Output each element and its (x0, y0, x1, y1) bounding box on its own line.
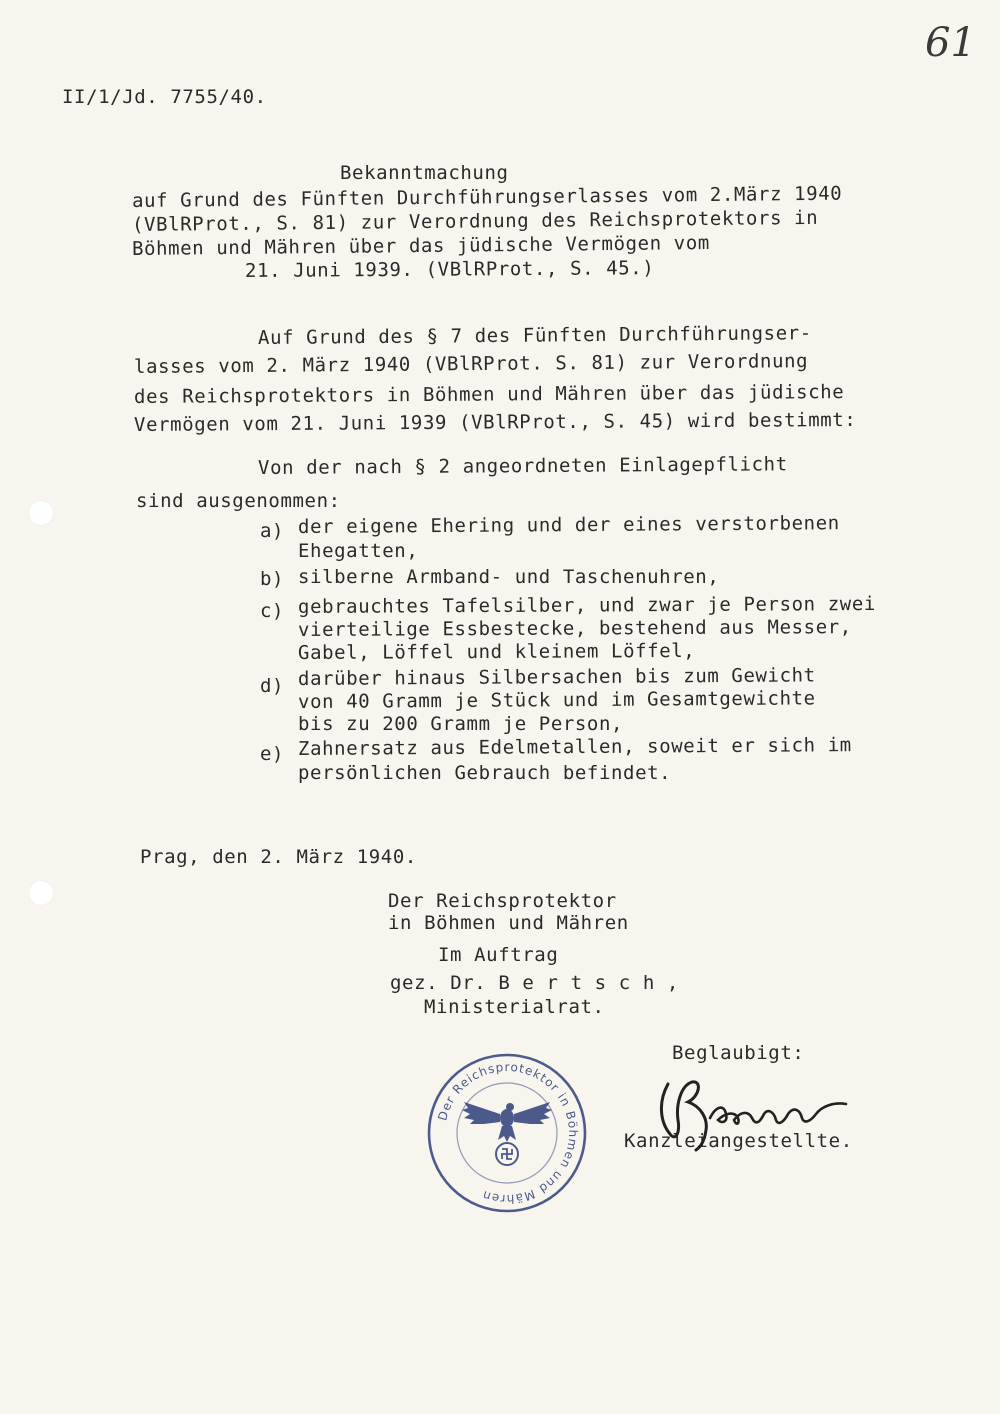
list-item-line: der eigene Ehering und der eines verstorbenen (297, 512, 840, 538)
official-seal-stamp (424, 1050, 590, 1216)
paragraph-line: lasses vom 2. März 1940 (VBlRProt. S. 81) zur Verordnung (133, 350, 809, 378)
signatory-title: Der Reichsprotektor (388, 890, 617, 912)
reference-number: II/1/Jd. 7755/40. (62, 86, 267, 108)
signatory-name: gez. Dr. B e r t s c h , (390, 972, 679, 994)
list-item-line: silberne Armband- und Taschenuhren, (298, 566, 720, 588)
heading-line: auf Grund des Fünften Durchführungserlasses vom 2.März 1940 (131, 182, 843, 212)
heading-line: Böhmen und Mähren über das jüdische Vermögen vom (131, 231, 710, 260)
list-marker: a) (260, 520, 285, 542)
handwritten-signature (650, 1062, 880, 1152)
punch-hole-top (28, 500, 54, 526)
signatory-mandate: Im Auftrag (438, 944, 559, 966)
list-item-line: Gabel, Löffel und kleinem Löffel, (297, 639, 696, 664)
punch-hole-bottom (28, 880, 54, 906)
signatory-title: in Böhmen und Mähren (388, 912, 629, 934)
list-item-line: Zahnersatz aus Edelmetallen, soweit er sich im (297, 734, 852, 760)
paragraph-line: Auf Grund des § 7 des Fünften Durchführungser- (257, 322, 812, 349)
list-item-line: bis zu 200 Gramm je Person, (298, 713, 624, 735)
list-marker: b) (260, 568, 285, 590)
list-item-line: gebrauchtes Tafelsilber, und zwar je Person zwei (297, 592, 876, 618)
paragraph-line: sind ausgenommen: (136, 490, 341, 512)
list-item-line: darüber hinaus Silbersachen bis zum Gewicht (297, 664, 816, 690)
page-number: 61 (925, 20, 976, 66)
certification-label: Beglaubigt: (672, 1042, 805, 1064)
list-marker: e) (260, 743, 285, 765)
list-marker: d) (260, 675, 285, 697)
place-date: Prag, den 2. März 1940. (140, 846, 417, 868)
heading-line: 21. Juni 1939. (VBlRProt., S. 45.) (244, 257, 655, 282)
paragraph-line: des Reichsprotektors in Böhmen und Mähren über das jüdische (133, 381, 845, 408)
certification-role: Kanzleiangestellte. (624, 1130, 853, 1152)
paragraph-line: Vermögen vom 21. Juni 1939 (VBlRProt., S. 45) wird bestimmt: (133, 408, 857, 436)
list-item-line: Ehegatten, (298, 540, 419, 562)
list-item-line: von 40 Gramm je Stück und im Gesamtgewichte (297, 687, 816, 713)
paragraph-line: Von der nach § 2 angeordneten Einlagepflicht (257, 453, 788, 479)
signatory-rank: Ministerialrat. (424, 996, 605, 1018)
list-item-line: persönlichen Gebrauch befindet. (298, 762, 672, 784)
heading-line: (VBlRProt., S. 81) zur Verordnung des Reichsprotektors in (131, 206, 819, 236)
document-title: Bekanntmachung (340, 162, 509, 184)
svg-text:Der Reichsprotektor in Böhmen: Der Reichsprotektor in Böhmen und Mähren (435, 1059, 581, 1207)
list-marker: c) (260, 600, 285, 622)
list-item-line: vierteilige Essbestecke, bestehend aus Messer, (297, 616, 852, 641)
